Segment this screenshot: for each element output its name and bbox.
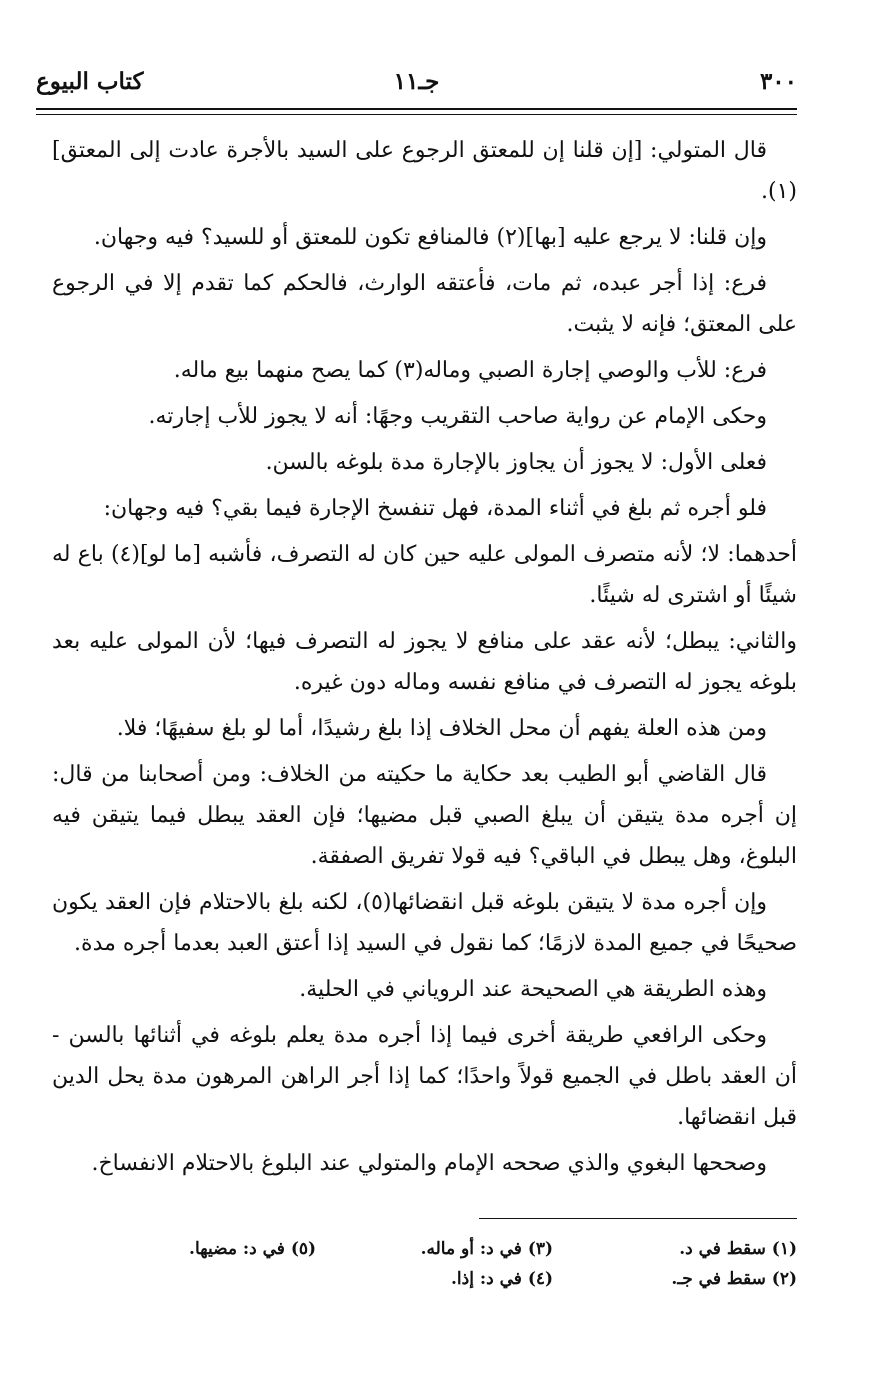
header-rule-thin [36,114,797,115]
paragraph: قال المتولي: [إن قلنا إن للمعتق الرجوع على السيد بالأجرة عادت إلى المعتق](١). [52,138,797,204]
footnote: (٣) في د: أو ماله. [420,1239,554,1259]
footnote: (٢) سقط في جـ. [671,1269,797,1289]
footnote: (١) سقط في د. [679,1239,797,1259]
footnote-column [100,1234,316,1294]
header-rule-thick [36,108,797,110]
footnote: (٥) في د: مضيها. [189,1239,317,1259]
paragraph: والثاني: يبطل؛ لأنه عقد على منافع لا يجوز له التصرف فيها؛ لأن المولى عليه بعد بلوغه يجوز له التصرف في منافع نفسه وماله دون غيره. [52,629,797,695]
paragraph: وهذه الطريقة هي الصحيحة عند الروياني في الحلية. [299,977,767,1002]
book-title: كتاب البيوع [36,68,144,95]
paragraph: وحكى الإمام عن رواية صاحب التقريب وجهًا: أنه لا يجوز للأب إجارته. [148,404,767,429]
paragraph: فعلى الأول: لا يجوز أن يجاوز بالإجارة مدة بلوغه بالسن. [265,450,767,475]
footnote-column [316,1234,553,1294]
paragraph: وحكى الرافعي طريقة أخرى فيما إذا أجره مدة يعلم بلوغه في أثنائها بالسن - أن العقد باطل في الجميع قولاً واحدًا؛ كما إذا أجر الراهن المرهون مدة يحل الدين قبل انقضائها. [52,1023,797,1130]
paragraph: ومن هذه العلة يفهم أن محل الخلاف إذا بلغ رشيدًا، أما لو بلغ سفيهًا؛ فلا. [116,716,767,741]
paragraph: وصححها البغوي والذي صححه الإمام والمتولي عند البلوغ بالاحتلام الانفساخ. [91,1151,767,1176]
footnotes [100,1234,797,1294]
paragraph: فلو أجره ثم بلغ في أثناء المدة، فهل تنفسخ الإجارة فيما بقي؟ فيه وجهان: [103,496,767,521]
paragraph: وإن أجره مدة لا يتيقن بلوغه قبل انقضائها(٥)، لكنه بلغ بالاحتلام فإن العقد يكون صحيحًا في جميع المدة لازمًا؛ كما نقول في السيد إذا أعتق العبد بعدما أجره مدة. [52,890,797,956]
footnote: (٤) في د: إذا. [450,1269,554,1289]
main-text [52,130,797,1189]
running-header [36,68,797,104]
paragraph: فرع: للأب والوصي إجارة الصبي وماله(٣) كما يصح منهما بيع ماله. [173,358,767,383]
paragraph: قال القاضي أبو الطيب بعد حكاية ما حكيته من الخلاف: ومن أصحابنا من قال: إن أجره مدة يتيقن أن يبلغ الصبي قبل مضيها؛ فإن العقد يبطل فيما يتيقن فيه البلوغ، وهل يبطل في الباقي؟ فيه قولا تفريق الصفقة. [52,762,797,869]
paragraph: فرع: إذا أجر عبده، ثم مات، فأعتقه الوارث، فالحكم كما تقدم إلا في الرجوع على المعتق؛ فإنه لا يثبت. [52,271,797,337]
volume-number: جـ١١ [393,68,440,95]
page-number: ٣٠٠ [759,68,797,95]
footnote-separator [479,1218,797,1219]
footnote-column [553,1234,797,1294]
paragraph: أحدهما: لا؛ لأنه متصرف المولى عليه حين كان له التصرف، فأشبه [ما لو](٤) باع له شيئًا أو اشترى له شيئًا. [52,542,797,608]
paragraph: وإن قلنا: لا يرجع عليه [بها](٢) فالمنافع تكون للمعتق أو للسيد؟ فيه وجهان. [93,225,767,250]
